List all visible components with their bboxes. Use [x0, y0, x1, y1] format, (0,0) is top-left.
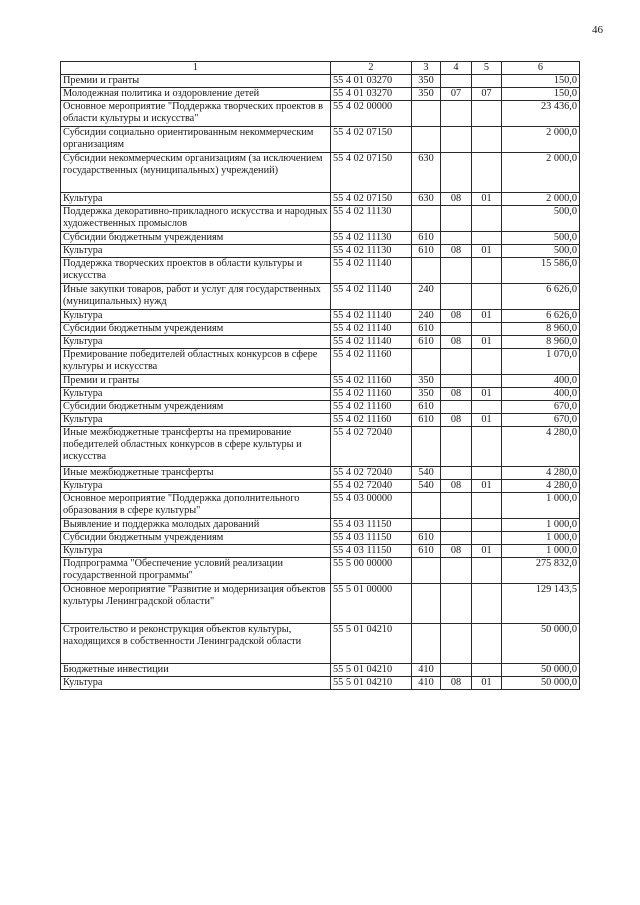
- row-code: 55 4 02 72040: [331, 467, 412, 480]
- row-subsection: [472, 349, 502, 375]
- row-type-code: [412, 258, 441, 284]
- row-type-code: 410: [412, 664, 441, 677]
- row-name: Иные межбюджетные трансферты на премирование победителей областных конкурсов в сфере культуры и искусства: [61, 427, 331, 467]
- table-row: [61, 427, 580, 467]
- table-row: [61, 75, 580, 88]
- row-section: [441, 323, 472, 336]
- row-subsection: 07: [472, 88, 502, 101]
- table-row: [61, 88, 580, 101]
- row-type-code: [412, 519, 441, 532]
- row-name: Основное мероприятие "Развитие и модернизация объектов культуры Ленинградской области": [61, 584, 331, 624]
- row-code: 55 4 02 07150: [331, 193, 412, 206]
- row-amount: 1 000,0: [502, 493, 580, 519]
- row-section: 08: [441, 310, 472, 323]
- row-code: 55 4 02 11160: [331, 401, 412, 414]
- row-amount: 15 586,0: [502, 258, 580, 284]
- row-name: Молодежная политика и оздоровление детей: [61, 88, 331, 101]
- row-code: 55 4 02 11140: [331, 336, 412, 349]
- row-section: 08: [441, 677, 472, 690]
- row-type-code: [412, 127, 441, 153]
- row-subsection: 01: [472, 480, 502, 493]
- row-code: 55 4 01 03270: [331, 88, 412, 101]
- row-type-code: 610: [412, 336, 441, 349]
- row-name: Премии и гранты: [61, 375, 331, 388]
- row-section: [441, 664, 472, 677]
- row-type-code: 610: [412, 545, 441, 558]
- row-code: 55 4 02 07150: [331, 127, 412, 153]
- table-row: [61, 624, 580, 664]
- table-row: [61, 545, 580, 558]
- row-subsection: [472, 127, 502, 153]
- row-section: [441, 532, 472, 545]
- row-amount: 2 000,0: [502, 153, 580, 193]
- row-subsection: [472, 664, 502, 677]
- row-section: 08: [441, 388, 472, 401]
- row-code: 55 4 03 11150: [331, 545, 412, 558]
- row-code: 55 4 03 00000: [331, 493, 412, 519]
- row-name: Премирование победителей областных конкурсов в сфере культуры и искусства: [61, 349, 331, 375]
- row-subsection: [472, 284, 502, 310]
- budget-table: [60, 61, 580, 690]
- table-row: [61, 584, 580, 624]
- row-code: 55 4 02 72040: [331, 427, 412, 467]
- row-amount: 6 626,0: [502, 284, 580, 310]
- table-row: [61, 193, 580, 206]
- row-subsection: [472, 153, 502, 193]
- row-code: 55 4 02 11160: [331, 349, 412, 375]
- row-type-code: [412, 349, 441, 375]
- row-code: 55 4 02 11130: [331, 245, 412, 258]
- row-subsection: 01: [472, 193, 502, 206]
- row-code: 55 4 02 11130: [331, 206, 412, 232]
- row-name: Культура: [61, 677, 331, 690]
- row-name: Культура: [61, 193, 331, 206]
- row-subsection: 01: [472, 545, 502, 558]
- row-name: Иные закупки товаров, работ и услуг для государственных (муниципальных) нужд: [61, 284, 331, 310]
- row-subsection: [472, 532, 502, 545]
- row-subsection: [472, 375, 502, 388]
- row-name: Основное мероприятие "Поддержка дополнительного образования в сфере культуры": [61, 493, 331, 519]
- row-section: [441, 401, 472, 414]
- row-amount: 500,0: [502, 245, 580, 258]
- row-type-code: 610: [412, 414, 441, 427]
- row-type-code: 610: [412, 532, 441, 545]
- row-subsection: [472, 401, 502, 414]
- row-section: [441, 127, 472, 153]
- row-subsection: [472, 258, 502, 284]
- row-name: Культура: [61, 480, 331, 493]
- row-amount: 275 832,0: [502, 558, 580, 584]
- row-type-code: [412, 624, 441, 664]
- table-row: [61, 401, 580, 414]
- row-type-code: 410: [412, 677, 441, 690]
- row-type-code: 240: [412, 284, 441, 310]
- row-code: 55 4 01 03270: [331, 75, 412, 88]
- row-amount: 150,0: [502, 75, 580, 88]
- row-code: 55 4 02 11160: [331, 414, 412, 427]
- row-section: [441, 206, 472, 232]
- row-code: 55 4 02 72040: [331, 480, 412, 493]
- row-name: Субсидии бюджетным учреждениям: [61, 323, 331, 336]
- row-name: Основное мероприятие "Поддержка творческих проектов в области культуры и искусства": [61, 101, 331, 127]
- row-section: [441, 584, 472, 624]
- table-row: [61, 467, 580, 480]
- row-name: Премии и гранты: [61, 75, 331, 88]
- row-amount: 8 960,0: [502, 323, 580, 336]
- row-type-code: 610: [412, 401, 441, 414]
- row-type-code: 540: [412, 467, 441, 480]
- column-header: 4: [441, 62, 472, 75]
- row-amount: 400,0: [502, 388, 580, 401]
- table-row: [61, 677, 580, 690]
- row-code: 55 5 01 00000: [331, 584, 412, 624]
- table-row: [61, 493, 580, 519]
- row-section: [441, 375, 472, 388]
- table-row: [61, 310, 580, 323]
- row-name: Поддержка декоративно-прикладного искусства и народных художественных промыслов: [61, 206, 331, 232]
- row-subsection: 01: [472, 310, 502, 323]
- row-name: Субсидии социально ориентированным некоммерческим организациям: [61, 127, 331, 153]
- table-row: [61, 258, 580, 284]
- row-subsection: 01: [472, 677, 502, 690]
- table-row: [61, 284, 580, 310]
- row-section: [441, 493, 472, 519]
- row-amount: 8 960,0: [502, 336, 580, 349]
- row-section: [441, 467, 472, 480]
- row-subsection: [472, 232, 502, 245]
- row-section: 07: [441, 88, 472, 101]
- row-type-code: 630: [412, 193, 441, 206]
- row-amount: 2 000,0: [502, 193, 580, 206]
- row-section: [441, 519, 472, 532]
- row-section: [441, 349, 472, 375]
- row-code: 55 4 02 11140: [331, 258, 412, 284]
- row-type-code: 610: [412, 323, 441, 336]
- row-name: Иные межбюджетные трансферты: [61, 467, 331, 480]
- row-amount: 6 626,0: [502, 310, 580, 323]
- row-amount: 1 000,0: [502, 545, 580, 558]
- row-name: Субсидии бюджетным учреждениям: [61, 232, 331, 245]
- row-name: Культура: [61, 310, 331, 323]
- row-code: 55 4 02 07150: [331, 153, 412, 193]
- row-type-code: [412, 493, 441, 519]
- column-header: 3: [412, 62, 441, 75]
- row-amount: 500,0: [502, 206, 580, 232]
- row-section: 08: [441, 193, 472, 206]
- row-type-code: 350: [412, 388, 441, 401]
- row-section: 08: [441, 545, 472, 558]
- table-header-row: [61, 62, 580, 75]
- table-row: [61, 558, 580, 584]
- row-subsection: [472, 323, 502, 336]
- row-name: Бюджетные инвестиции: [61, 664, 331, 677]
- row-subsection: 01: [472, 414, 502, 427]
- row-code: 55 5 00 00000: [331, 558, 412, 584]
- row-subsection: 01: [472, 388, 502, 401]
- row-subsection: [472, 467, 502, 480]
- table-row: [61, 519, 580, 532]
- row-code: 55 4 02 11130: [331, 232, 412, 245]
- table-row: [61, 101, 580, 127]
- column-header: 5: [472, 62, 502, 75]
- row-amount: 670,0: [502, 414, 580, 427]
- column-header: 6: [502, 62, 580, 75]
- row-section: [441, 427, 472, 467]
- row-section: 08: [441, 480, 472, 493]
- row-amount: 50 000,0: [502, 624, 580, 664]
- row-name: Культура: [61, 336, 331, 349]
- table-row: [61, 245, 580, 258]
- row-code: 55 4 02 11160: [331, 388, 412, 401]
- row-amount: 23 436,0: [502, 101, 580, 127]
- row-section: [441, 101, 472, 127]
- row-name: Культура: [61, 545, 331, 558]
- table-row: [61, 480, 580, 493]
- table-row: [61, 532, 580, 545]
- row-section: [441, 153, 472, 193]
- row-name: Субсидии бюджетным учреждениям: [61, 401, 331, 414]
- row-type-code: [412, 584, 441, 624]
- row-type-code: 350: [412, 75, 441, 88]
- row-name: Культура: [61, 388, 331, 401]
- row-type-code: 240: [412, 310, 441, 323]
- row-type-code: 540: [412, 480, 441, 493]
- row-amount: 4 280,0: [502, 427, 580, 467]
- row-amount: 50 000,0: [502, 677, 580, 690]
- row-subsection: 01: [472, 245, 502, 258]
- row-section: [441, 258, 472, 284]
- row-amount: 4 280,0: [502, 467, 580, 480]
- row-section: [441, 558, 472, 584]
- row-subsection: [472, 624, 502, 664]
- row-subsection: [472, 519, 502, 532]
- row-code: 55 4 02 11160: [331, 375, 412, 388]
- row-name: Выявление и поддержка молодых дарований: [61, 519, 331, 532]
- row-type-code: 610: [412, 245, 441, 258]
- row-code: 55 5 01 04210: [331, 664, 412, 677]
- table-row: [61, 153, 580, 193]
- row-amount: 500,0: [502, 232, 580, 245]
- row-name: Поддержка творческих проектов в области культуры и искусства: [61, 258, 331, 284]
- row-code: 55 4 03 11150: [331, 519, 412, 532]
- row-amount: 2 000,0: [502, 127, 580, 153]
- row-amount: 1 070,0: [502, 349, 580, 375]
- row-code: 55 4 03 11150: [331, 532, 412, 545]
- row-section: [441, 75, 472, 88]
- row-subsection: 01: [472, 336, 502, 349]
- row-section: [441, 284, 472, 310]
- row-subsection: [472, 584, 502, 624]
- row-name: Субсидии бюджетным учреждениям: [61, 532, 331, 545]
- table-row: [61, 323, 580, 336]
- row-section: 08: [441, 245, 472, 258]
- row-code: 55 4 02 11140: [331, 310, 412, 323]
- table-row: [61, 375, 580, 388]
- row-amount: 150,0: [502, 88, 580, 101]
- row-name: Культура: [61, 414, 331, 427]
- row-amount: 50 000,0: [502, 664, 580, 677]
- row-amount: 670,0: [502, 401, 580, 414]
- row-subsection: [472, 206, 502, 232]
- row-subsection: [472, 558, 502, 584]
- row-type-code: [412, 427, 441, 467]
- budget-table-body: [61, 62, 580, 690]
- table-row: [61, 232, 580, 245]
- column-header: 2: [331, 62, 412, 75]
- row-section: [441, 232, 472, 245]
- row-type-code: [412, 558, 441, 584]
- row-code: 55 4 02 11140: [331, 323, 412, 336]
- row-name: Подпрограмма "Обеспечение условий реализации государственной программы": [61, 558, 331, 584]
- row-name: Строительство и реконструкция объектов культуры, находящихся в собственности Ленинградской области: [61, 624, 331, 664]
- row-type-code: 610: [412, 232, 441, 245]
- row-section: [441, 624, 472, 664]
- table-row: [61, 414, 580, 427]
- row-subsection: [472, 101, 502, 127]
- row-name: Культура: [61, 245, 331, 258]
- row-type-code: [412, 206, 441, 232]
- table-row: [61, 206, 580, 232]
- row-type-code: 350: [412, 375, 441, 388]
- row-amount: 129 143,5: [502, 584, 580, 624]
- row-code: 55 4 02 00000: [331, 101, 412, 127]
- row-name: Субсидии некоммерческим организациям (за исключением государственных (муниципальных) учреждений): [61, 153, 331, 193]
- row-type-code: [412, 101, 441, 127]
- row-amount: 1 000,0: [502, 532, 580, 545]
- page-number: 46: [592, 24, 603, 36]
- row-subsection: [472, 493, 502, 519]
- row-code: 55 4 02 11140: [331, 284, 412, 310]
- row-section: 08: [441, 414, 472, 427]
- row-type-code: 350: [412, 88, 441, 101]
- row-code: 55 5 01 04210: [331, 624, 412, 664]
- row-code: 55 5 01 04210: [331, 677, 412, 690]
- row-amount: 400,0: [502, 375, 580, 388]
- row-type-code: 630: [412, 153, 441, 193]
- row-section: 08: [441, 336, 472, 349]
- column-header: 1: [61, 62, 331, 75]
- row-amount: 4 280,0: [502, 480, 580, 493]
- table-row: [61, 349, 580, 375]
- row-subsection: [472, 427, 502, 467]
- row-subsection: [472, 75, 502, 88]
- table-row: [61, 388, 580, 401]
- table-row: [61, 336, 580, 349]
- table-row: [61, 664, 580, 677]
- row-amount: 1 000,0: [502, 519, 580, 532]
- table-row: [61, 127, 580, 153]
